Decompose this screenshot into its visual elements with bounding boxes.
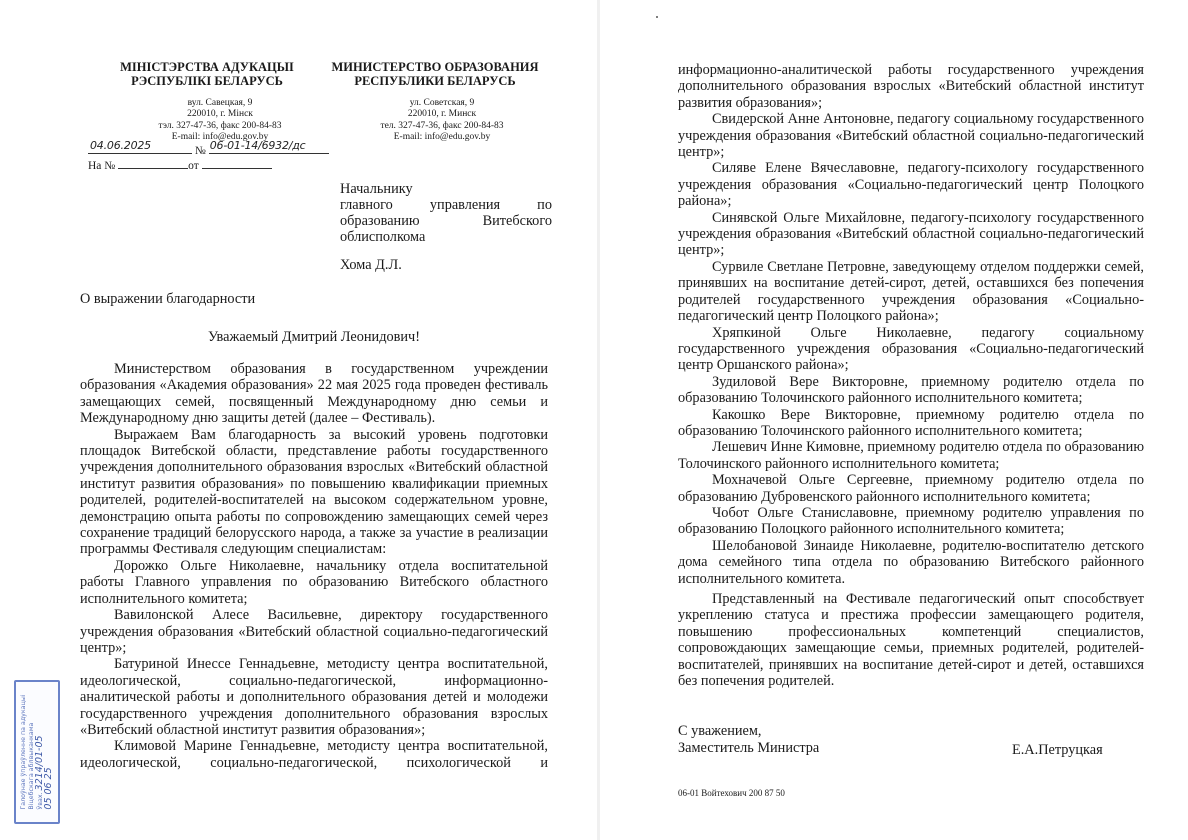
ministry-name-by: МІНІСТЭРСТВА АДУКАЦЫІ РЭСПУБЛІКІ БЕЛАРУСЬ <box>120 60 294 88</box>
paragraph: Лешевич Инне Кимовне, приемному родителю отдела по образованию Толочинского районного исполнительного комитета; <box>678 439 1144 472</box>
registration-line-outgoing: 04.06.2025 № 06-01-14/6932/дс <box>88 142 329 158</box>
paragraph: Выражаем Вам благодарность за высокий уровень подготовки площадок Витебской области, представление работы государственного учреждения дополнительного образования взрослых «Витебский областной институт развития образования» по повышению квалификации приемных родителей, родителей-воспитателей на высоком содержательном уровне, демонстрацию опыта работы по сопровождению замещающих семей через сохранение традиций белорусского народа, а также за участие в реализации программы Фестиваля следующим специалистам: <box>80 426 548 558</box>
registration-line-incoming: На № от <box>88 157 272 173</box>
paragraph: Шелобановой Зинаиде Николаевне, родителю-воспитателю детского дома семейного типа отдела по образованию Витебского районного исполнительного комитета. <box>678 537 1144 587</box>
ministry-address-ru: ул. Советская, 9 220010, г. Минск тел. 327-47-36, факс 200-84-83 E-mail: info@edu.gov.by <box>380 98 504 142</box>
paragraph: информационно-аналитической работы государственного учреждения дополнительного образования взрослых «Витебский областной институт развития образования»; <box>678 62 1144 111</box>
paragraph: Батуриной Инессе Геннадьевне, методисту центра воспитательной, идеологической, социально-педагогической, информационно-аналитической работы и дополнительного образования детей и молодежи государственного учреждения дополнительного образования взрослых «Витебский областной институт развития образования»; <box>80 656 548 738</box>
ministry-address-by: вул. Савецкая, 9 220010, г. Мінск тэл. 327-47-36, факс 200-84-83 E-mail: info@edu.gov.by <box>158 98 282 142</box>
letter-page-2 <box>600 0 1188 840</box>
paragraph: Министерством образования в государственном учреждении образования «Академия образования» 22 мая 2025 года проведен фестиваль замещающих семей, посвященный Международному дню семьи и Международному дню защиты детей (далее – Фестиваль). <box>80 361 548 427</box>
letter-body-page-2 <box>678 62 1144 689</box>
signer-name: Е.А.Петруцкая <box>1012 742 1103 758</box>
paragraph: Хряпкиной Ольге Николаевне, педагогу социальному государственного учреждения образования «Социально-педагогический центр Оршанского района»; <box>678 324 1144 374</box>
paragraph: Дорожко Ольге Николаевне, начальнику отдела воспитательной работы Главного управления по образованию Витебского областного исполнительного комитета; <box>80 557 548 607</box>
signer-position: Заместитель Министра <box>678 740 820 756</box>
paragraph: Зудиловой Вере Викторовне, приемному родителю отдела по образованию Толочинского районного исполнительного комитета; <box>678 373 1144 407</box>
paragraph: Силяве Елене Вячеславовне, педагогу-психологу государственного учреждения образования «Социально-педагогический центр Полоцкого района»; <box>678 160 1144 210</box>
incoming-registration-stamp: Галоўнае ўпраўленне па адукацыі Віцебскага аблвыканкама Ўвах. 3214/01-05 05 06 25 <box>14 680 60 824</box>
paragraph: Вавилонской Алесе Васильевне, директору государственного учреждения образования «Витебский областной социально-педагогический центр»; <box>80 607 548 656</box>
paragraph: Мохначевой Ольге Сергеевне, приемному родителю отдела по образованию Дубровенского районного исполнительного комитета; <box>678 472 1144 505</box>
stamp-number: 3214/01-05 <box>34 735 45 791</box>
stamp-date: 05 06 25 <box>43 767 54 810</box>
closing: С уважением, <box>678 723 762 739</box>
addressee-name: Хома Д.Л. <box>340 257 402 273</box>
registration-number: 06-01-14/6932/дс <box>209 139 306 152</box>
paragraph: Сурвиле Светлане Петровне, заведующему отделом поддержки семей, принявших на воспитание детей-сирот, детей, оставшихся без попечения родителей государственного учреждения образования «Социально-педагогический центр Полоцкого района»; <box>678 258 1144 325</box>
ministry-name-ru: МИНИСТЕРСТВО ОБРАЗОВАНИЯ РЕСПУБЛИКИ БЕЛАРУСЬ <box>331 60 539 88</box>
registration-date: 04.06.2025 <box>90 139 151 152</box>
executor-note: 06-01 Войтехович 200 87 50 <box>678 788 785 798</box>
paragraph: Представленный на Фестивале педагогический опыт способствует укреплению статуса и престижа профессии замещающего родителя, повышению профессиональных компетенций специалистов, сопровождающих замещающие семьи, приемных родителей, родителей-воспитателей, принявших на воспитание детей-сирот и детей, оставшихся без попечения родителей. <box>678 591 1144 690</box>
scan-speck <box>656 16 658 18</box>
letter-body-page-1 <box>80 361 548 771</box>
paragraph: Климовой Марине Геннадьевне, методисту центра воспитательной, идеологической, социально-педагогической, психологической и <box>80 738 548 771</box>
paragraph: Чобот Ольге Станиславовне, приемному родителю управления по образованию Полоцкого районного исполнительного комитета; <box>678 504 1144 538</box>
salutation: Уважаемый Дмитрий Леонидович! <box>208 329 420 345</box>
letter-subject: О выражении благодарности <box>80 291 256 307</box>
paragraph: Синявской Ольге Михайловне, педагогу-психологу государственного учреждения образования «Витебский областной социально-педагогический центр»; <box>678 209 1144 259</box>
paragraph: Свидерской Анне Антоновне, педагогу социальному государственного учреждения образования «Витебский областной социально-педагогический центр»; <box>678 111 1144 161</box>
addressee-block: Начальнику главного управления по образованию Витебского облисполкома Хома Д.Л. <box>340 181 552 273</box>
paragraph: Какошко Вере Викторовне, приемному родителю отдела по образованию Толочинского районного исполнительного комитета; <box>678 406 1144 439</box>
